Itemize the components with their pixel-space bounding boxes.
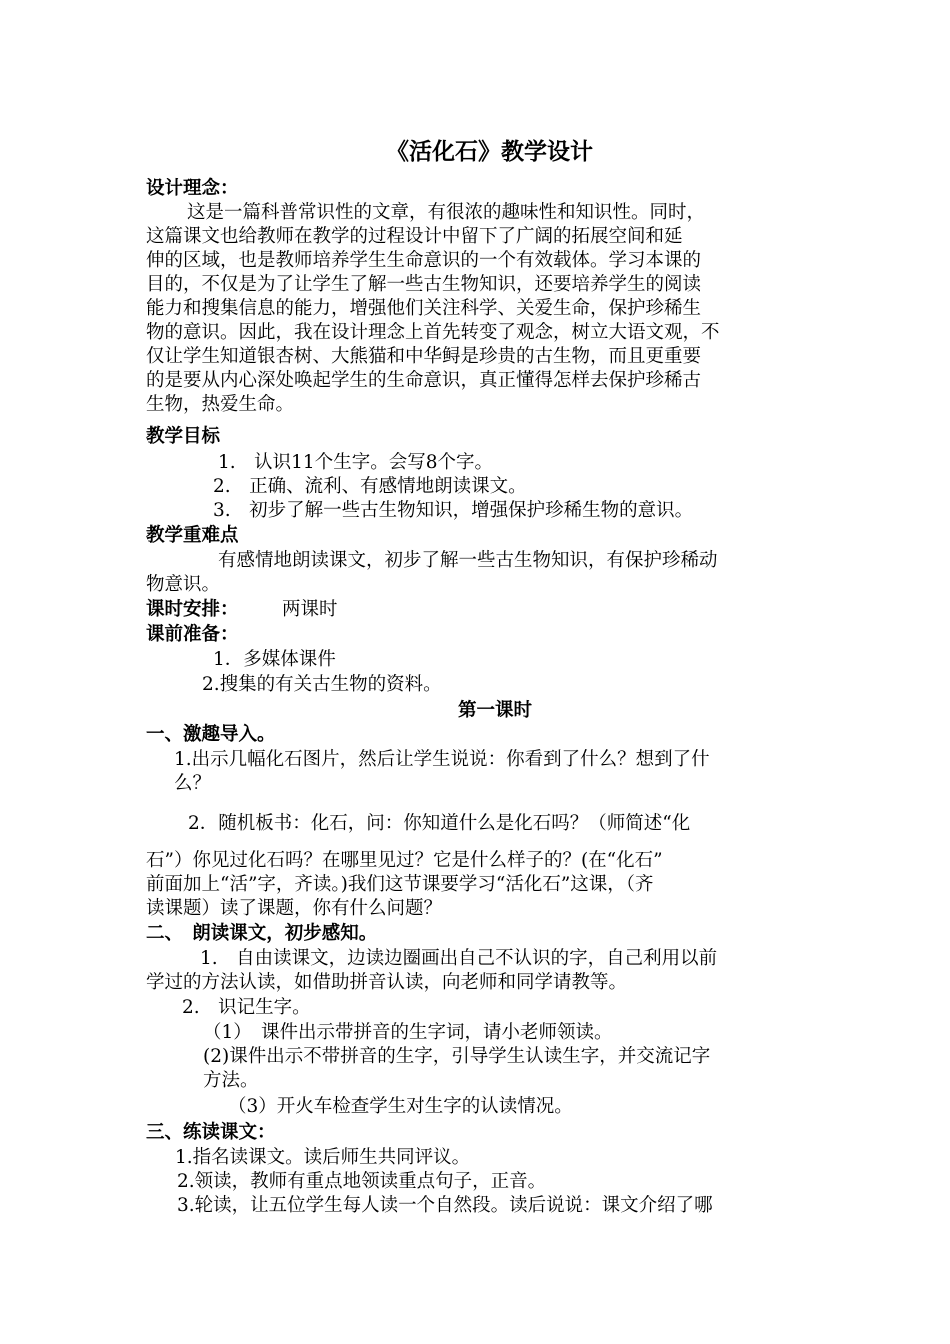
paragraph-line: 能力和搜集信息的能力，增强他们关注科学、关爱生命，保护珍稀生 <box>146 298 702 319</box>
preparation-heading: 课前准备： <box>146 624 239 645</box>
teaching-goals-heading: 教学目标 <box>146 426 221 447</box>
paragraph-line: 目的，不仅是为了让学生了解一些古生物知识，还要培养学生的阅读 <box>146 274 702 295</box>
paragraph-line: 方法。 <box>203 1070 259 1091</box>
paragraph-line: (2)课件出示不带拼音的生字，引导学生认读生字，并交流记字 <box>203 1046 711 1067</box>
paragraph-line: 读课题）读了课题，你有什么问题？ <box>146 898 443 919</box>
key-points-heading: 教学重难点 <box>146 525 239 546</box>
section-1-heading: 一、激趣导入。 <box>146 724 276 745</box>
list-item: 2.领读，教师有重点地领读重点句子，正音。 <box>177 1171 547 1192</box>
list-item: 1.指名读课文。读后师生共同评议。 <box>175 1147 471 1168</box>
paragraph-line: 石”）你见过化石吗？在哪里见过？它是什么样子的？(在“化石” <box>146 850 663 871</box>
paragraph-line: 么？ <box>174 773 212 794</box>
paragraph-line: 这篇课文也给教师在教学的过程设计中留下了广阔的拓展空间和延 <box>146 226 683 247</box>
paragraph-line: 物的意识。因此，我在设计理念上首先转变了观念，树立大语文观，不 <box>146 322 720 343</box>
goal-item: 3. 初步了解一些古生物知识，增强保护珍稀生物的意识。 <box>213 500 694 521</box>
paragraph-line: 伸的区域，也是教师培养学生生命意识的一个有效载体。学习本课的 <box>146 250 702 271</box>
paragraph-line: 1.出示几幅化石图片，然后让学生说说：你看到了什么？想到了什 <box>174 749 710 770</box>
list-item: 2. 识记生字。 <box>182 997 311 1018</box>
schedule-value: 两课时 <box>282 599 338 620</box>
lesson-title: 第一课时 <box>458 700 533 721</box>
goal-item: 1. 认识11个生字。会写8个字。 <box>218 452 493 473</box>
paragraph-line: 1. 自由读课文，边读边圈画出自己不认识的字，自己利用以前 <box>200 948 718 969</box>
list-item: （1） 课件出示带拼音的生字词，请小老师领读。 <box>203 1022 613 1043</box>
paragraph-line: 物意识。 <box>146 574 221 595</box>
goal-item: 2. 正确、流利、有感情地朗读课文。 <box>213 476 527 497</box>
design-concept-heading: 设计理念： <box>146 178 239 199</box>
schedule-heading: 课时安排： <box>146 599 239 620</box>
paragraph-line: 2．随机板书：化石，问：你知道什么是化石吗？（师简述“化 <box>188 813 691 834</box>
preparation-item: 2.搜集的有关古生物的资料。 <box>202 674 442 695</box>
document-title: 《活化石》教学设计 <box>386 139 593 165</box>
paragraph-line: 有感情地朗读课文，初步了解一些古生物知识，有保护珍稀动 <box>218 550 718 571</box>
section-2-heading: 二、 朗读课文，初步感知。 <box>146 923 378 944</box>
paragraph-line: 仅让学生知道银杏树、大熊猫和中华鲟是珍贵的古生物，而且更重要 <box>146 346 702 367</box>
paragraph-line: 前面加上“活”字，齐读。)我们这节课要学习“活化石”这课，（齐 <box>146 874 654 895</box>
list-item: （3）开火车检查学生对生字的认读情况。 <box>228 1096 573 1117</box>
paragraph-line: 学过的方法认读，如借助拼音认读，向老师和同学请教等。 <box>146 972 628 993</box>
section-3-heading: 三、练读课文： <box>146 1122 276 1143</box>
paragraph-line: 生物，热爱生命。 <box>146 394 295 415</box>
paragraph-line: 这是一篇科普常识性的文章，有很浓的趣味性和知识性。同时， <box>187 202 706 223</box>
preparation-item: 1．多媒体课件 <box>213 649 336 670</box>
paragraph-line: 的是要从内心深处唤起学生的生命意识，真正懂得怎样去保护珍稀古 <box>146 370 702 391</box>
list-item: 3.轮读，让五位学生每人读一个自然段。读后说说：课文介绍了哪 <box>177 1195 713 1216</box>
